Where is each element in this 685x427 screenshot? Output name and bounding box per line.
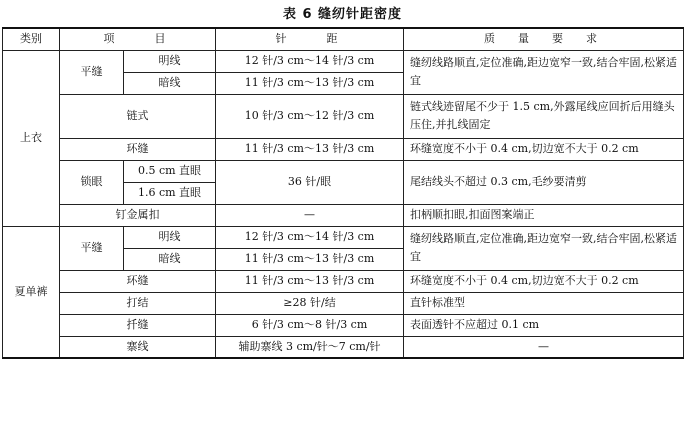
item-tack: 打结 — [60, 292, 216, 314]
requirement-cell: 环缝宽度不小于 0.4 cm,切边宽不大于 0.2 cm — [404, 270, 684, 292]
item-bh-small: 0.5 cm 直眼 — [124, 160, 216, 182]
spacing-cell: ≥28 针/结 — [216, 292, 404, 314]
item-loop: 环缝 — [60, 270, 216, 292]
requirement-cell: 缝纫线路顺直,定位准确,距边宽窄一致,结合牢固,松紧适宜 — [404, 226, 684, 270]
table-row — [3, 292, 684, 314]
stitch-density-table — [2, 27, 684, 359]
category-pants: 夏单裤 — [3, 226, 60, 358]
item-dark-line: 暗线 — [124, 248, 216, 270]
table-row — [3, 226, 684, 248]
table-title: 表 6 缝纫针距密度 — [282, 7, 403, 22]
requirement-cell: 扣柄顺扣眼,扣面图案端正 — [404, 204, 684, 226]
requirement-cell: 直针标准型 — [404, 292, 684, 314]
header-category: 类别 — [3, 28, 60, 50]
requirement-cell: — — [404, 336, 684, 358]
spacing-cell: 辅助寨线 3 cm/针～7 cm/针 — [216, 336, 404, 358]
table-row — [3, 160, 684, 182]
item-dark-line: 暗线 — [124, 72, 216, 94]
table-row — [3, 50, 684, 72]
spacing-cell: 10 针/3 cm～12 针/3 cm — [216, 94, 404, 138]
table-row — [3, 94, 684, 138]
item-bh-large: 1.6 cm 直眼 — [124, 182, 216, 204]
item-baste: 寨线 — [60, 336, 216, 358]
table-row — [3, 270, 684, 292]
requirement-cell: 链式线迹留尾不少于 1.5 cm,外露尾线应回折后用缝头压住,并扎线固定 — [404, 94, 684, 138]
spacing-cell: 12 针/3 cm～14 针/3 cm — [216, 50, 404, 72]
item-flat-seam: 平缝 — [60, 226, 124, 270]
item-flat-seam: 平缝 — [60, 50, 124, 94]
item-nail-button: 钉金属扣 — [60, 204, 216, 226]
header-spacing: 针 距 — [216, 28, 404, 50]
item-loop: 环缝 — [60, 138, 216, 160]
requirement-cell: 尾结线头不超过 0.3 cm,毛纱要清剪 — [404, 160, 684, 204]
requirement-cell: 环缝宽度不小于 0.4 cm,切边宽不大于 0.2 cm — [404, 138, 684, 160]
spacing-cell: — — [216, 204, 404, 226]
item-bright-line: 明线 — [124, 226, 216, 248]
spacing-cell: 12 针/3 cm～14 针/3 cm — [216, 226, 404, 248]
spacing-cell: 11 针/3 cm～13 针/3 cm — [216, 72, 404, 94]
requirement-cell: 表面透针不应超过 0.1 cm — [404, 314, 684, 336]
table-row — [3, 138, 684, 160]
requirement-cell: 缝纫线路顺直,定位准确,距边宽窄一致,结合牢固,松紧适宜 — [404, 50, 684, 94]
table-row — [3, 336, 684, 358]
spacing-cell: 11 针/3 cm～13 针/3 cm — [216, 248, 404, 270]
item-buttonhole: 锁眼 — [60, 160, 124, 204]
item-bright-line: 明线 — [124, 50, 216, 72]
spacing-cell: 6 针/3 cm～8 针/3 cm — [216, 314, 404, 336]
item-chain: 链式 — [60, 94, 216, 138]
spacing-cell: 36 针/眼 — [216, 160, 404, 204]
table-row — [3, 204, 684, 226]
spacing-cell: 11 针/3 cm～13 针/3 cm — [216, 138, 404, 160]
header-item: 项 目 — [60, 28, 216, 50]
table-row — [3, 314, 684, 336]
category-top: 上衣 — [3, 50, 60, 226]
header-row — [3, 28, 684, 50]
header-requirement: 质 量 要 求 — [404, 28, 684, 50]
spacing-cell: 11 针/3 cm～13 针/3 cm — [216, 270, 404, 292]
item-hem: 扦缝 — [60, 314, 216, 336]
